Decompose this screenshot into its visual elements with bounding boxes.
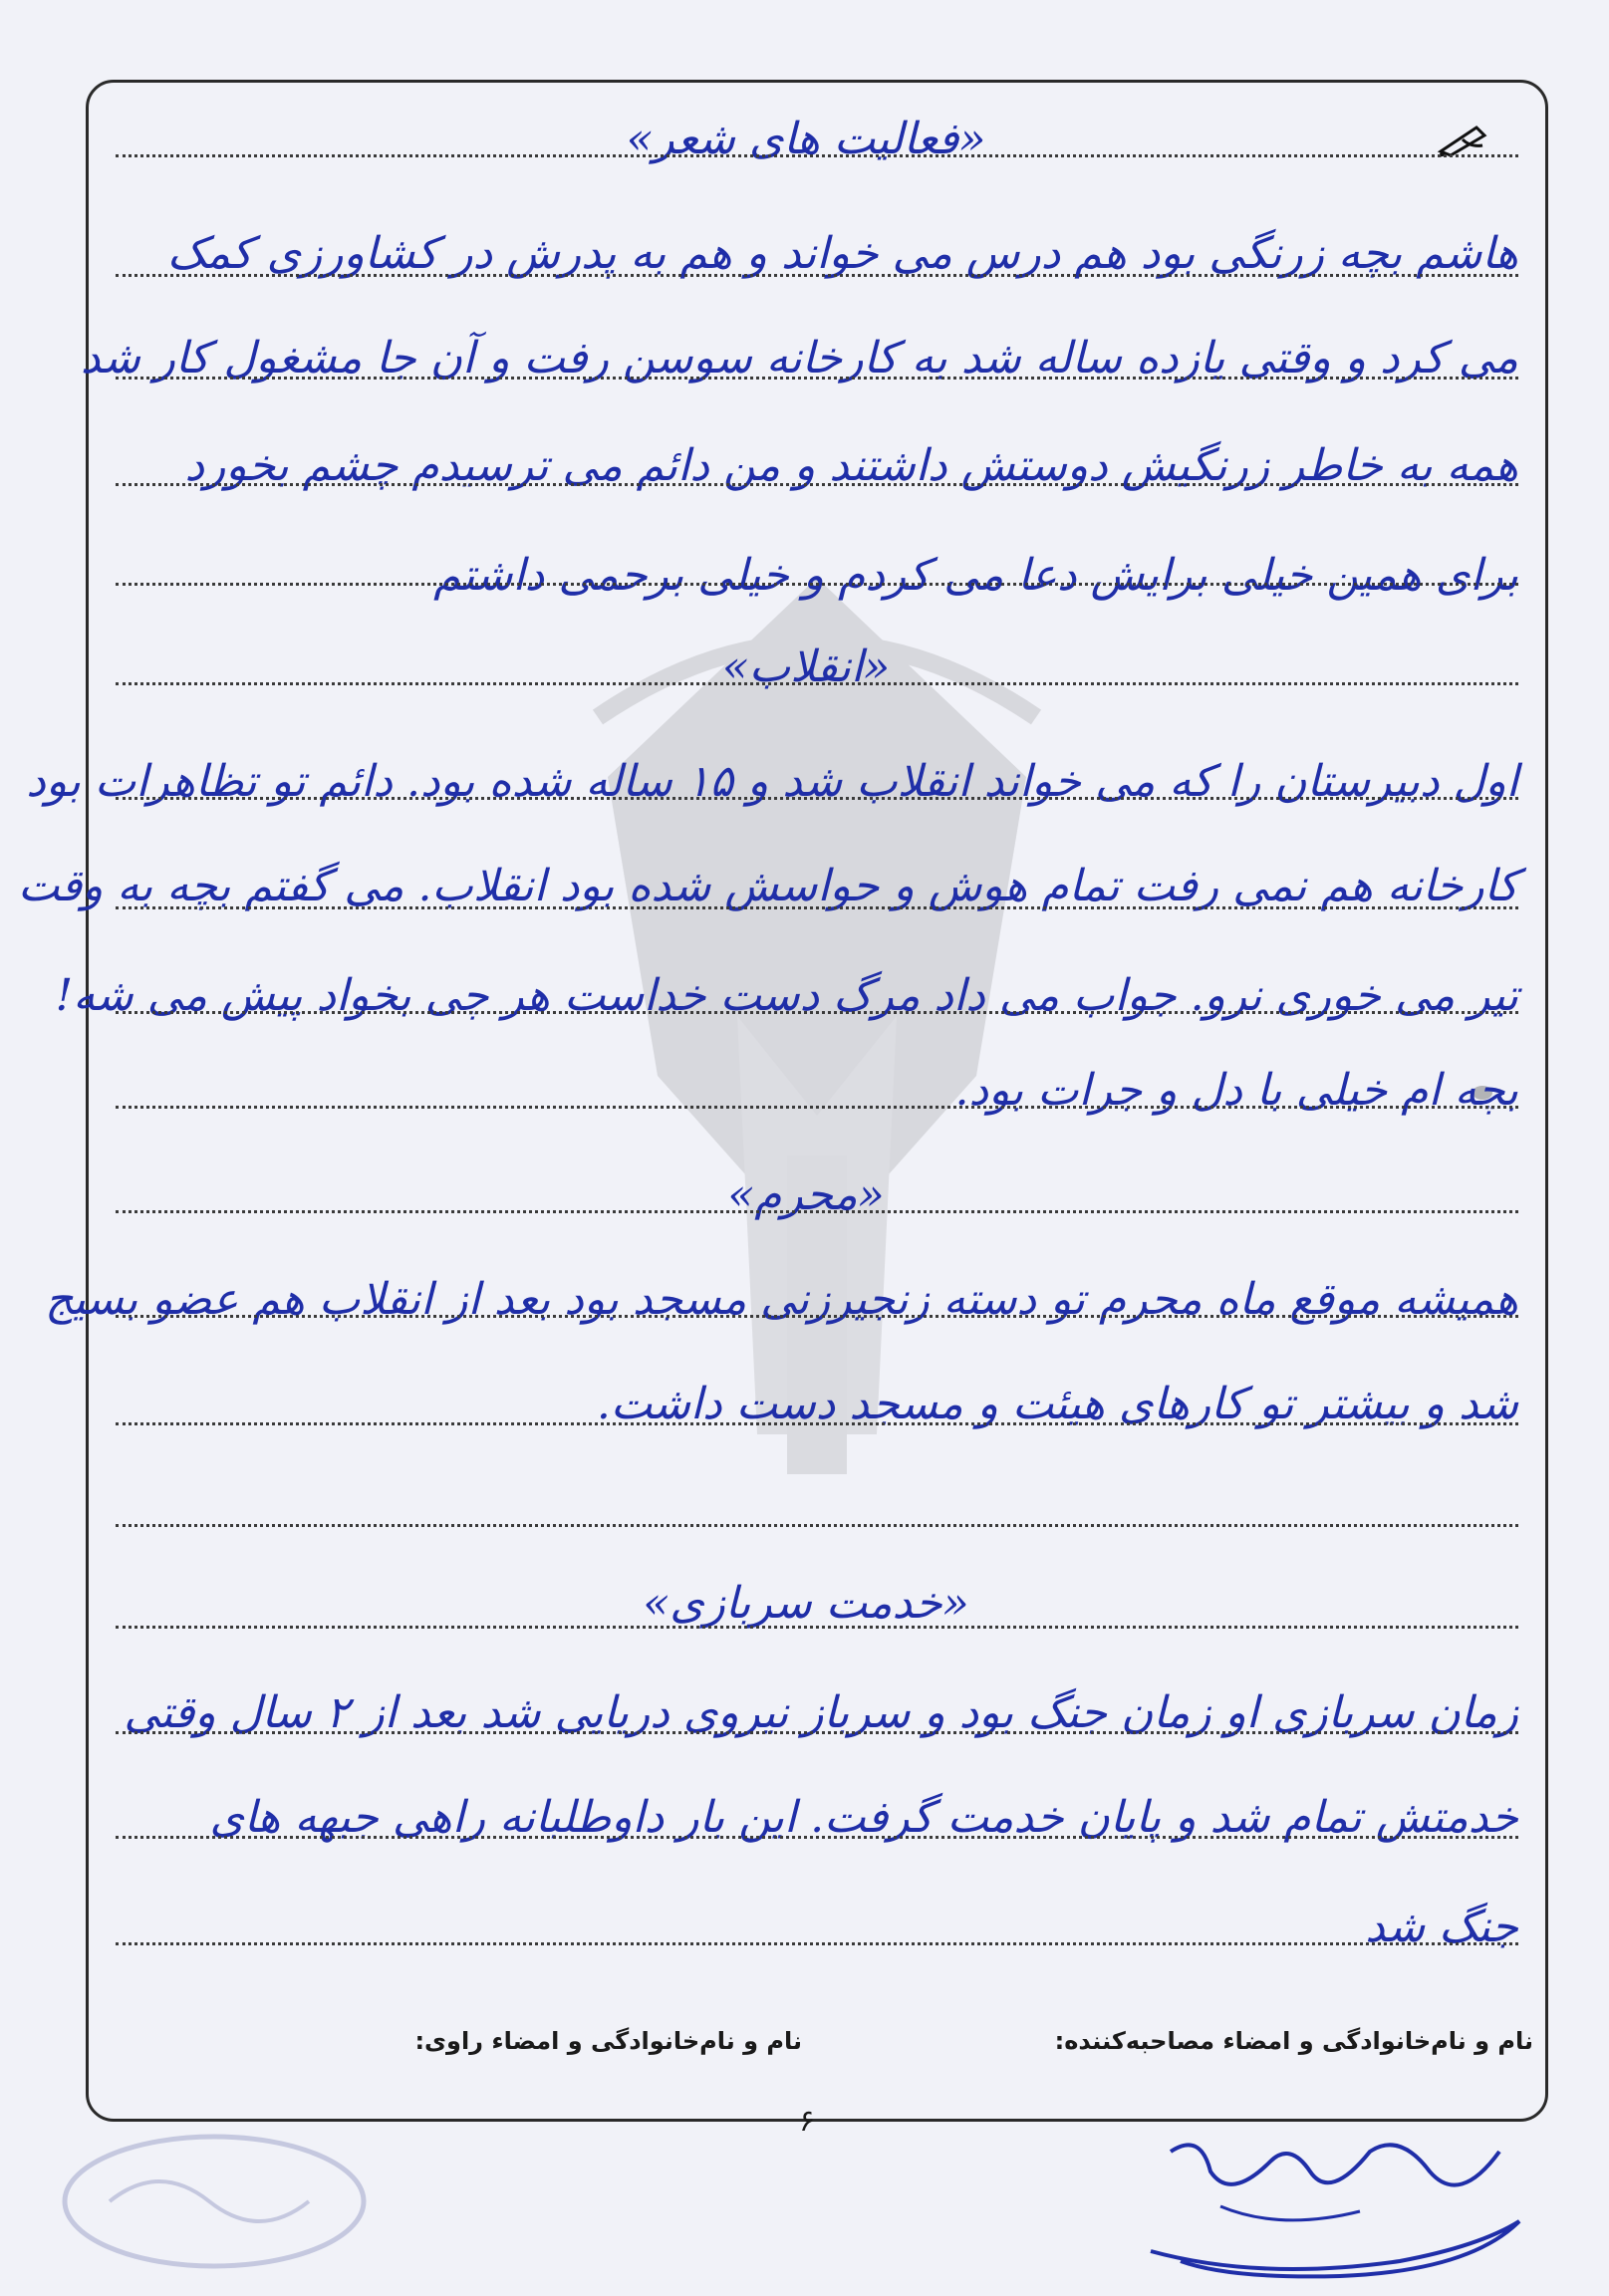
ink-stamp <box>50 2122 379 2281</box>
ruled-line <box>116 1422 1518 1425</box>
ruled-line <box>116 154 1518 157</box>
section-heading-muharram: «محرم» <box>727 1169 885 1220</box>
section-heading-military-service: «خدمت سربازی» <box>643 1578 969 1629</box>
signature <box>1141 2112 1539 2281</box>
text-line: اول دبیرستان را که می خواند انقلاب شد و ۱۵ ساله شده بود. دائم تو تظاهرات بود <box>26 756 1518 807</box>
text-line: هاشم بچه زرنگی بود هم درس می خواند و هم به پدرش در کشاورزی کمک <box>166 228 1518 279</box>
text-line: شد و بیشتر تو کارهای هیئت و مسجد دست داشت. <box>596 1379 1518 1429</box>
text-line: می کرد و وقتی یازده ساله شد به کارخانه سوسن رفت و آن جا مشغول کار شد <box>80 333 1518 383</box>
ruled-line <box>116 1106 1518 1109</box>
ruled-line <box>116 1626 1518 1629</box>
text-line: خدمتش تمام شد و پایان خدمت گرفت. این بار داوطلبانه راهی جبهه های <box>209 1792 1518 1843</box>
ruled-line <box>116 906 1518 909</box>
ruled-line <box>116 797 1518 800</box>
ruled-line <box>116 1942 1518 1945</box>
text-line: زمان سربازی او زمان جنگ بود و سرباز نیروی دریایی شد بعد از ۲ سال وقتی <box>124 1687 1518 1738</box>
ruled-line <box>116 377 1518 380</box>
text-line: همیشه موقع ماه محرم تو دسته زنجیرزنی مسجد بود بعد از انقلاب هم عضو بسیج <box>45 1274 1518 1325</box>
ruled-line <box>116 483 1518 486</box>
ruled-line <box>116 1011 1518 1014</box>
ruled-line <box>116 1524 1518 1527</box>
text-line: تیر می خوری نرو. جواب می داد مرگ دست خداست هر چی بخواد پیش می شه! <box>55 970 1518 1021</box>
narrator-signature-label: نام و نام‌خانوادگی و امضاء راوی: <box>414 2027 802 2055</box>
section-heading-activities: «فعالیت های شعر» <box>626 114 986 164</box>
page-number: ۶ <box>798 2104 816 2139</box>
ruled-line <box>116 583 1518 586</box>
text-line: برای همین خیلی برایش دعا می کردم و خیلی برحمی داشتم <box>433 550 1518 601</box>
text-line: جنگ شد <box>1365 1902 1518 1952</box>
ruled-line <box>116 1731 1518 1734</box>
section-heading-revolution: «انقلاب» <box>721 641 891 692</box>
text-line: کارخانه هم نمی رفت تمام هوش و حواسش شده بود انقلاب. می گفتم بچه به وقت <box>17 861 1518 911</box>
ruled-line <box>116 1210 1518 1213</box>
ruled-line <box>116 682 1518 685</box>
ruled-line <box>116 1315 1518 1318</box>
text-line: بچه ام خیلی با دل و جرات بود. <box>954 1065 1518 1116</box>
text-line: همه به خاطر زرنگیش دوستش داشتند و من دائم می ترسیدم چشم بخورد <box>184 440 1518 491</box>
ruled-line <box>116 274 1518 277</box>
interviewer-signature-label: نام و نام‌خانوادگی و امضاء مصاحبه‌کننده: <box>1054 2027 1533 2055</box>
ruled-line <box>116 1836 1518 1839</box>
